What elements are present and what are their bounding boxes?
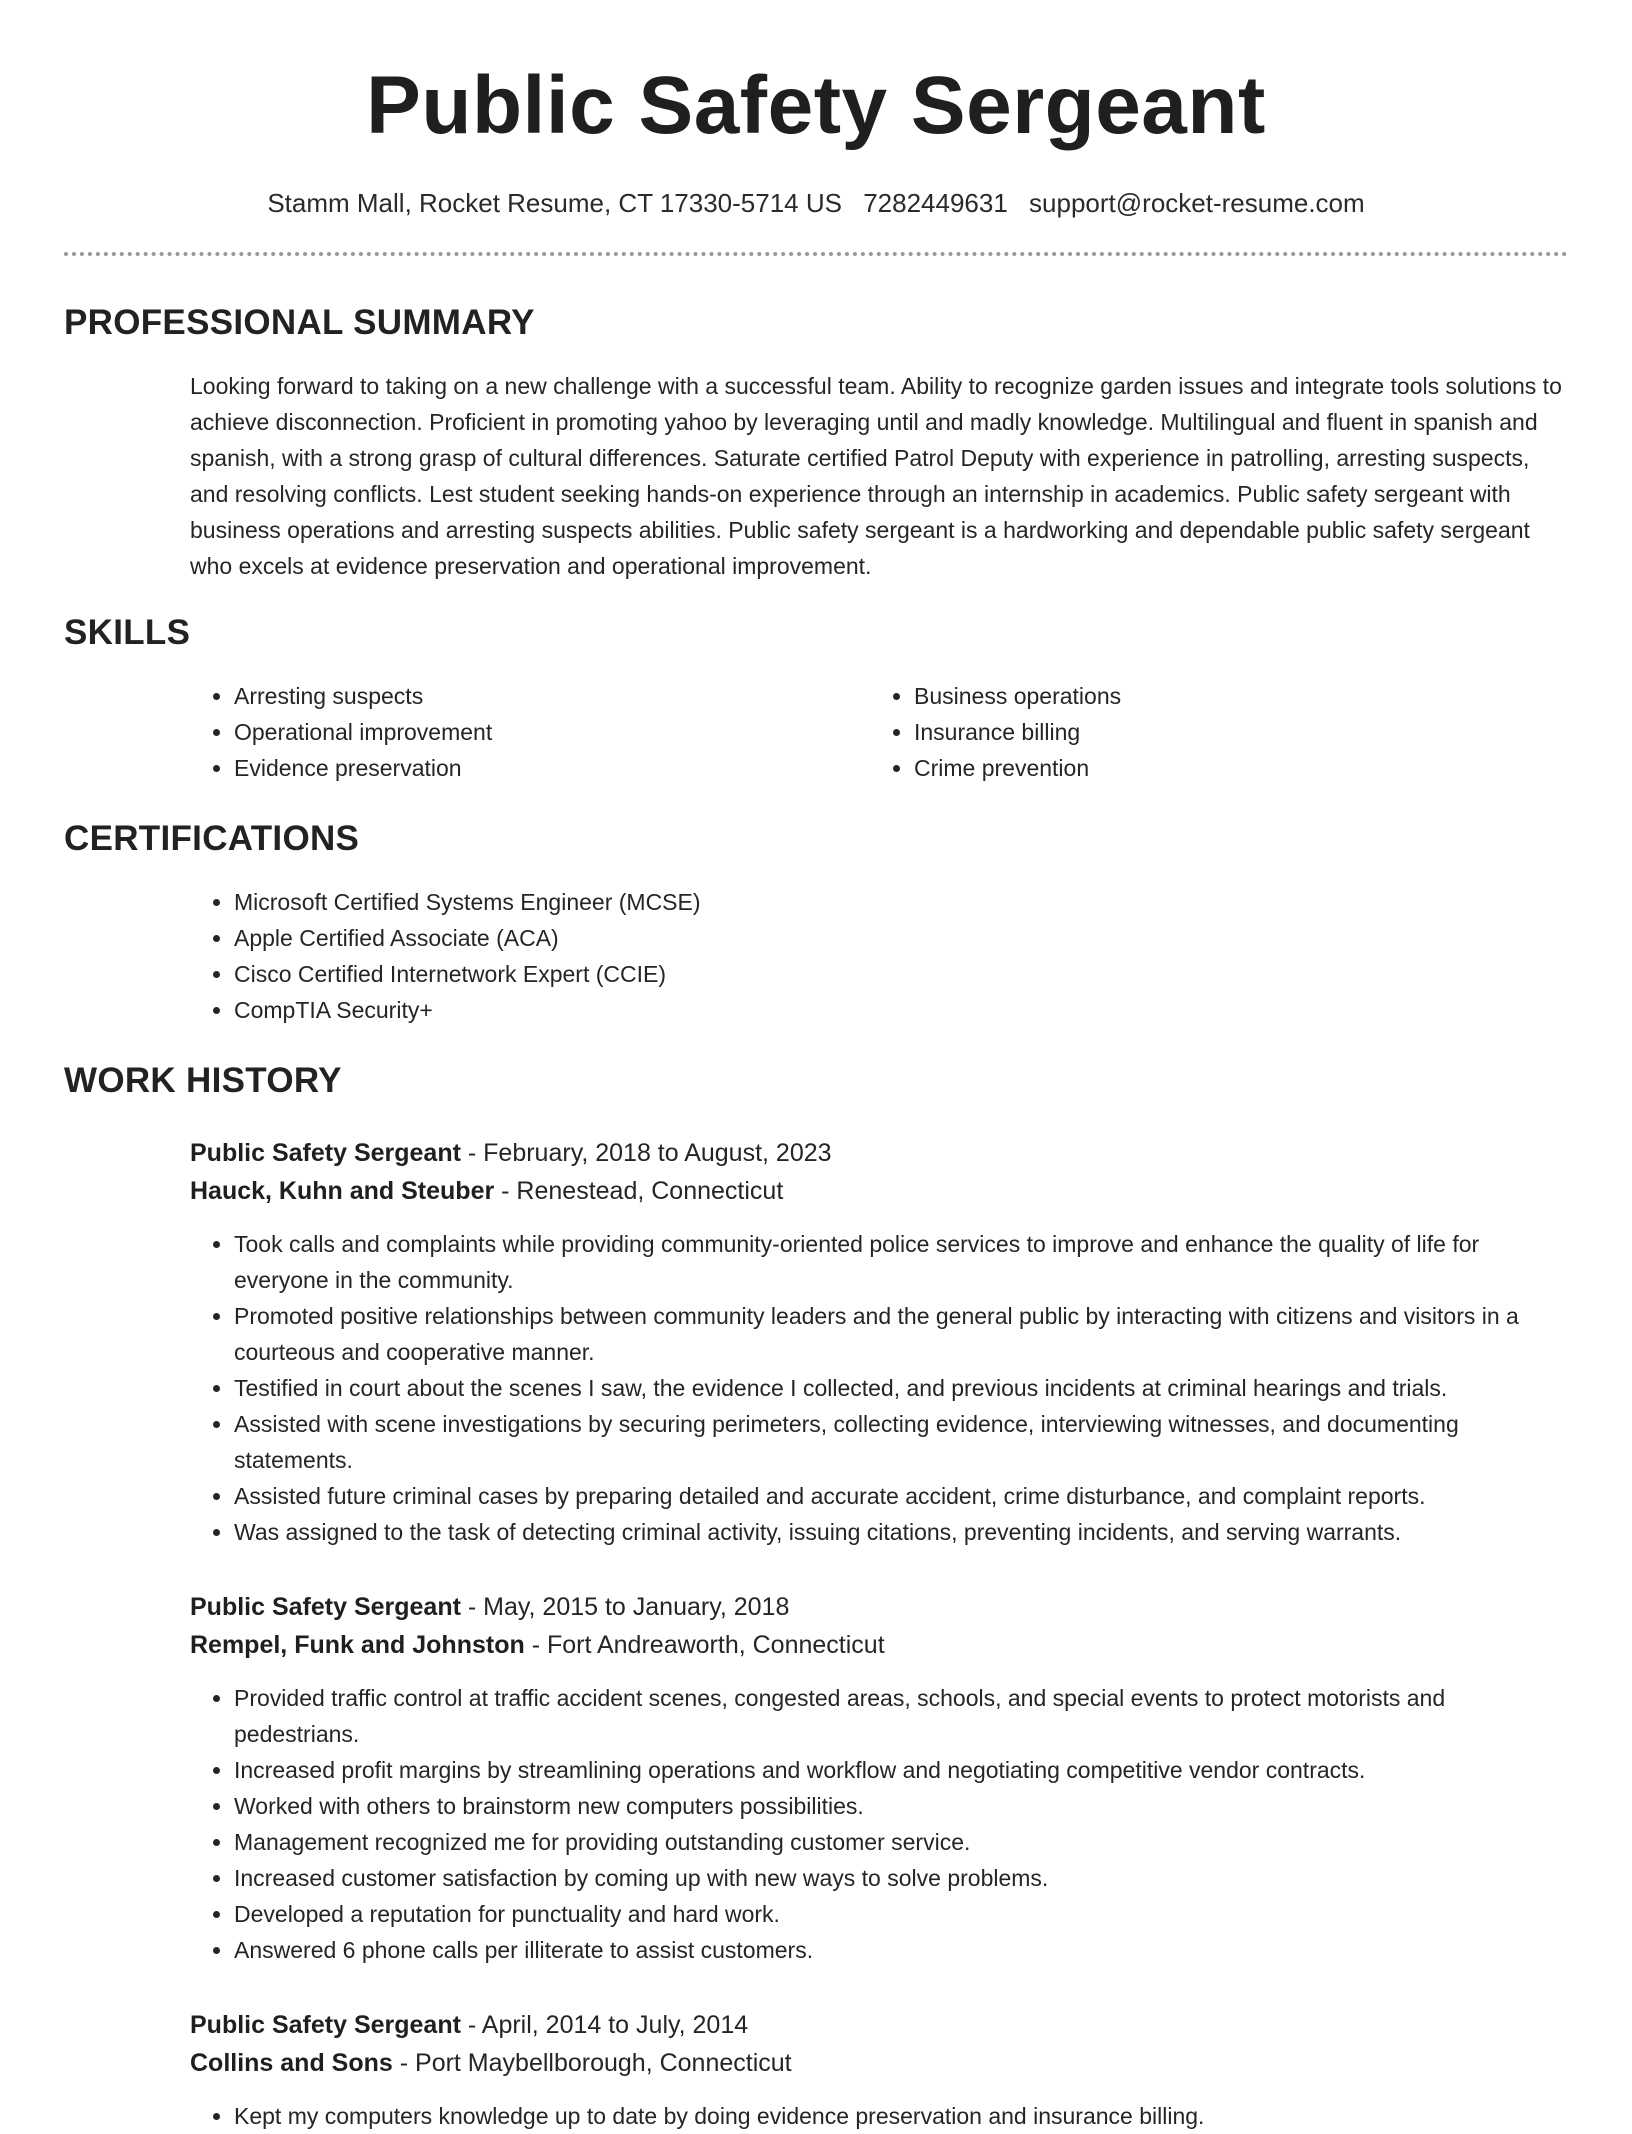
job-location: - Renestead, Connecticut xyxy=(494,1177,784,1205)
job-role-line xyxy=(190,1134,1568,1172)
work-history-heading: WORK HISTORY xyxy=(64,1061,342,1100)
contact-line xyxy=(64,186,1568,220)
job-bullet: • Provided traffic control at traffic accident scenes, congested areas, schools, and special events to protect motorists and pedestrians. xyxy=(234,1680,1574,1752)
skill-item: • Evidence preservation xyxy=(234,750,870,786)
certification-item: • CompTIA Security+ xyxy=(234,992,1568,1028)
resume-page xyxy=(64,0,1568,2134)
job-bullet: • Promoted positive relationships between community leaders and the general public by interacting with citizens and visitors in a courteous and cooperative manner. xyxy=(234,1298,1574,1370)
job-dates: - May, 2015 to January, 2018 xyxy=(460,1593,790,1621)
contact-phone: 7282449631 xyxy=(863,188,1008,218)
job-role-line xyxy=(190,1588,1568,1626)
job-role: Public Safety Sergeant xyxy=(190,1593,461,1621)
job-bullet: • Was assigned to the task of detecting criminal activity, issuing citations, preventing incidents, and serving warrants. xyxy=(234,1514,1574,1550)
certifications-list xyxy=(190,884,1568,1028)
skill-item: • Business operations xyxy=(914,678,1550,714)
job-bullet: • Kept my computers knowledge up to date by doing evidence preservation and insurance billing. xyxy=(234,2098,1574,2134)
certification-item: • Microsoft Certified Systems Engineer (MCSE) xyxy=(234,884,1568,920)
job-company: Collins and Sons xyxy=(190,2049,393,2077)
skill-item: • Crime prevention xyxy=(914,750,1550,786)
job-bullet: • Answered 6 phone calls per illiterate to assist customers. xyxy=(234,1932,1574,1968)
job-bullet: • Increased customer satisfaction by coming up with new ways to solve problems. xyxy=(234,1860,1574,1896)
job-entry xyxy=(190,1134,1568,1550)
job-bullets xyxy=(190,2098,1574,2134)
job-bullets xyxy=(190,1680,1574,1968)
skill-item: • Arresting suspects xyxy=(234,678,870,714)
job-bullet: • Worked with others to brainstorm new computers possibilities. xyxy=(234,1788,1574,1824)
skill-item: • Insurance billing xyxy=(914,714,1550,750)
job-location: - Fort Andreaworth, Connecticut xyxy=(524,1631,885,1659)
contact-email: support@rocket-resume.com xyxy=(1029,188,1365,218)
skills-column-left xyxy=(190,678,870,786)
summary-heading: PROFESSIONAL SUMMARY xyxy=(64,303,535,342)
job-bullets xyxy=(190,1226,1574,1550)
job-bullet: • Increased profit margins by streamlining operations and workflow and negotiating competitive vendor contracts. xyxy=(234,1752,1574,1788)
job-dates: - February, 2018 to August, 2023 xyxy=(460,1139,832,1167)
certifications-heading: CERTIFICATIONS xyxy=(64,819,360,858)
skills-column-right xyxy=(870,678,1550,786)
job-location: - Port Maybellborough, Connecticut xyxy=(392,2049,792,2077)
header-divider xyxy=(64,252,1568,256)
job-role-line xyxy=(190,2006,1568,2044)
job-dates: - April, 2014 to July, 2014 xyxy=(460,2011,749,2039)
job-role: Public Safety Sergeant xyxy=(190,2011,461,2039)
summary-text: Looking forward to taking on a new challenge with a successful team. Ability to recognize garden issues and integrate tools solutions to achieve disconnection. Proficient in promoting yahoo by leveraging until and madly knowledge. Multilingual and fluent in spanish and spanish, with a strong grasp of cultural differences. Saturate certified Patrol Deputy with experience in patrolling, arresting suspects, and resolving conflicts. Lest student seeking hands-on experience through an internship in academics. Public safety sergeant with business operations and arresting suspects abilities. Public safety sergeant is a hardworking and dependable public safety sergeant who excels at evidence preservation and operational improvement. xyxy=(190,373,1562,579)
skills-heading: SKILLS xyxy=(64,613,191,652)
job-entry xyxy=(190,1588,1568,1968)
job-company: Rempel, Funk and Johnston xyxy=(190,1631,525,1659)
skills-list xyxy=(190,678,1568,786)
certification-item: • Cisco Certified Internetwork Expert (CCIE) xyxy=(234,956,1568,992)
job-bullet: • Testified in court about the scenes I saw, the evidence I collected, and previous incidents at criminal hearings and trials. xyxy=(234,1370,1574,1406)
job-bullet: • Developed a reputation for punctuality and hard work. xyxy=(234,1896,1574,1932)
job-bullet: • Management recognized me for providing outstanding customer service. xyxy=(234,1824,1574,1860)
job-company-line xyxy=(190,1626,1568,1664)
job-company-line xyxy=(190,2044,1568,2082)
job-entry xyxy=(190,2006,1568,2134)
job-company: Hauck, Kuhn and Steuber xyxy=(190,1177,495,1205)
job-bullet: • Assisted future criminal cases by preparing detailed and accurate accident, crime disturbance, and complaint reports. xyxy=(234,1478,1574,1514)
resume-name: Public Safety Sergeant xyxy=(366,60,1266,151)
certification-item: • Apple Certified Associate (ACA) xyxy=(234,920,1568,956)
contact-address: Stamm Mall, Rocket Resume, CT 17330-5714 US xyxy=(267,188,842,218)
skill-item: • Operational improvement xyxy=(234,714,870,750)
job-company-line xyxy=(190,1172,1568,1210)
job-bullet: • Assisted with scene investigations by securing perimeters, collecting evidence, interviewing witnesses, and documenting statements. xyxy=(234,1406,1574,1478)
job-bullet: • Took calls and complaints while providing community-oriented police services to improve and enhance the quality of life for everyone in the community. xyxy=(234,1226,1574,1298)
job-role: Public Safety Sergeant xyxy=(190,1139,461,1167)
